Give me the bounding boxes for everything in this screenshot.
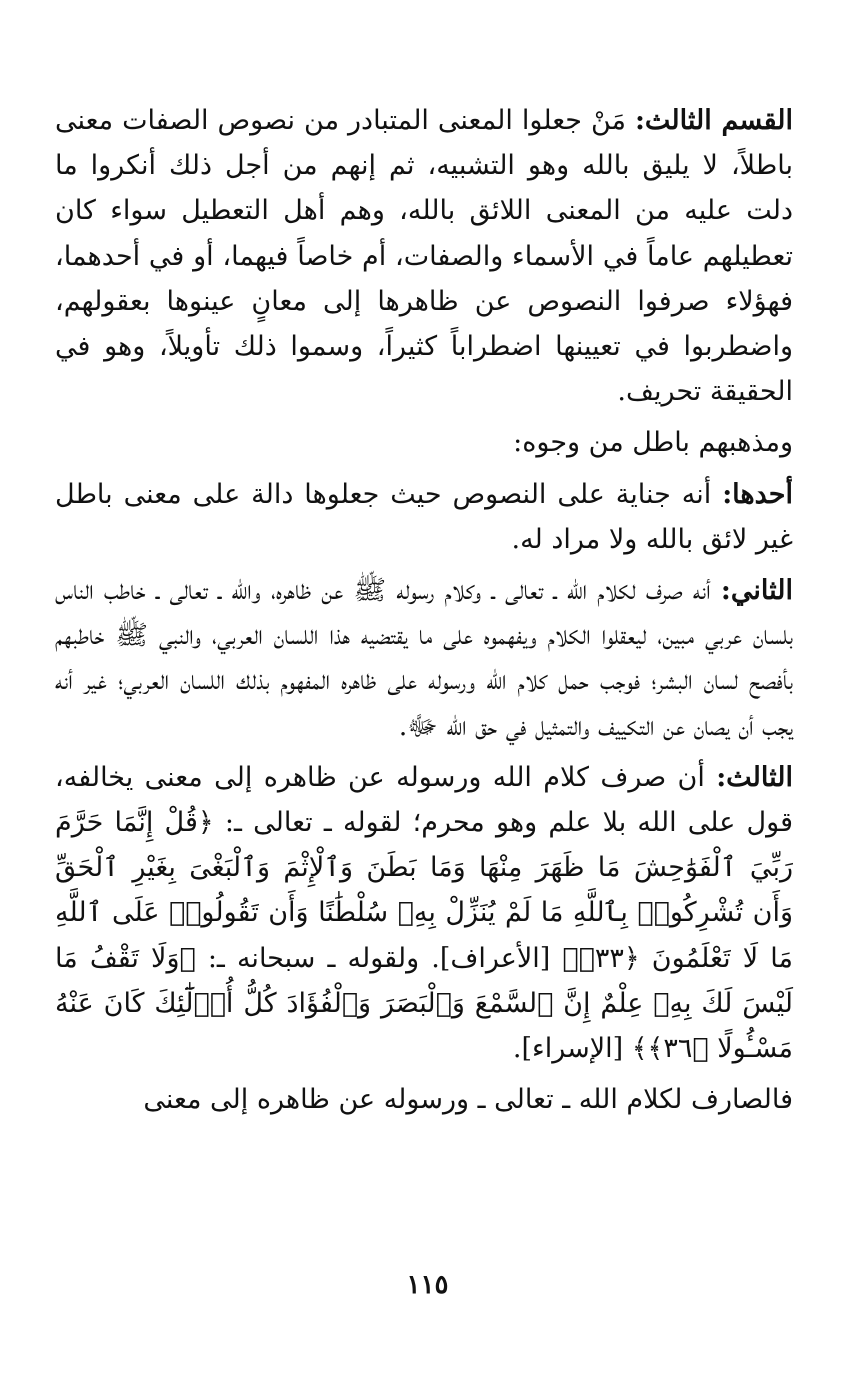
paragraph-heading: الثاني: xyxy=(720,575,793,607)
paragraph-text: ومذهبهم باطل من وجوه: xyxy=(513,427,793,459)
paragraph-text: أنه صرف لكلام الله ـ تعالى ـ وكلام رسوله ﷺ عن ظاهره، والله ـ تعالى ـ خاطب الناس بلسان عربي مبين، ليعقلوا الكلام ويفهموه على ما يقتضيه هذا اللسان العربي، والنبي ﷺ خاطبهم بأفصح لسان البشر؛ فوجب حمل كلام الله ورسوله على ظاهره المفهوم بذلك اللسان العربي؛ غير أنه يجب أن يصان عن التكييف والتمثيل في حق الله ﷻ. xyxy=(55,575,793,742)
paragraph-heading: القسم الثالث: xyxy=(634,105,793,136)
paragraph-text: أنه جناية على النصوص حيث جعلوها دالة على معنى باطل غير لائق بالله ولا مراد له. xyxy=(55,478,793,555)
paragraph-aspect-two xyxy=(55,568,793,749)
page-number: ١١٥ xyxy=(406,1270,449,1300)
page-body xyxy=(55,98,793,1122)
paragraph-aspect-one xyxy=(55,472,793,562)
paragraph-text: أن صرف كلام الله ورسوله عن ظاهره إلى معنى يخالفه، قول على الله بلا علم وهو محرم؛ لقوله ـ تعالى ـ: ﴿قُلْ إِنَّمَا حَرَّمَ رَبِّيَ ٱلْفَوَٰحِشَ مَا ظَهَرَ مِنْهَا وَمَا بَطَنَ وَٱلْإِثْمَ وَٱلْبَغْىَ بِغَيْرِ ٱلْحَقِّ وَأَن تُشْرِكُوا۟ بِٱللَّهِ مَا لَمْ يُنَزِّلْ بِهِۦ سُلْطَٰنًا وَأَن تَقُولُوا۟ عَلَى ٱللَّهِ مَا لَا تَعْلَمُونَ ﴿٣٣﴾﴾ [الأعراف]. ولقوله ـ سبحانه ـ: ﴿وَلَا تَقْفُ مَا لَيْسَ لَكَ بِهِۦ عِلْمٌ إِنَّ ٱلسَّمْعَ وَٱلْبَصَرَ وَٱلْفُؤَادَ كُلُّ أُو۟لَٰٓئِكَ كَانَ عَنْهُ مَسْـُٔولًا ﴿٣٦﴾﴾ [الإسراء]. xyxy=(55,761,793,1065)
paragraph-text: مَنْ جعلوا المعنى المتبادر من نصوص الصفات معنى باطلاً، لا يليق بالله وهو التشبيه، ثم إنهم من أجل ذلك أنكروا ما دلت عليه من المعنى اللائق بالله، وهم أهل التعطيل سواء كان تعطيلهم عاماً في الأسماء والصفات، أم خاصاً فيهما، أو في أحدهما، فهؤلاء صرفوا النصوص عن ظاهرها إلى معانٍ عينوها بعقولهم، واضطربوا في تعيينها اضطراباً كثيراً، وسموا ذلك تأويلاً، وهو في الحقيقة تحريف. xyxy=(55,105,793,408)
paragraph-heading: أحدها: xyxy=(722,478,793,510)
paragraph-third-category xyxy=(55,98,793,414)
paragraph-heading: الثالث: xyxy=(716,761,793,793)
paragraph-intro-aspects xyxy=(55,420,793,465)
paragraph-aspect-three xyxy=(55,755,793,1071)
paragraph-continuation xyxy=(55,1077,793,1122)
paragraph-text: فالصارف لكلام الله ـ تعالى ـ ورسوله عن ظاهره إلى معنى xyxy=(143,1084,793,1116)
